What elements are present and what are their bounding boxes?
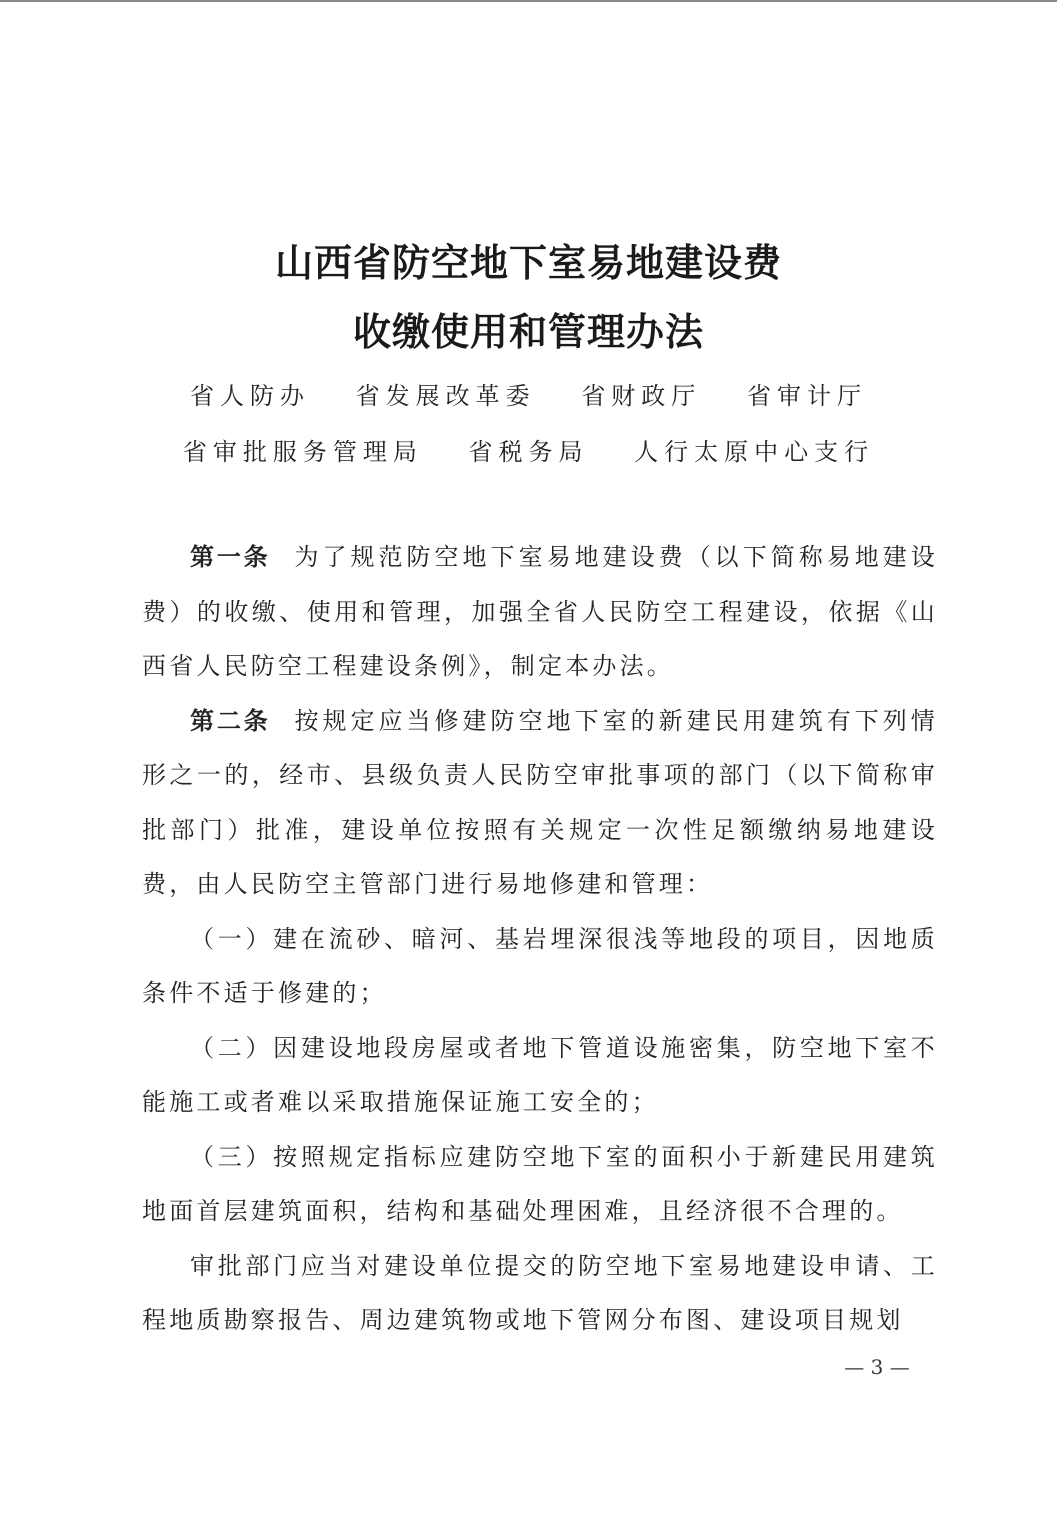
issuers-row-2 [0,432,1057,467]
document-title-line-2: 收缴使用和管理办法 [352,310,704,354]
issuer: 省税务局 [468,438,589,466]
issuer: 省人防办 [190,382,311,410]
article-label: 第一条 [190,543,271,571]
list-item: （三）按照规定指标应建防空地下室的面积小于新建民用建筑地面首层建筑面积，结构和基础处理困难，且经济很不合理的。 [142,1142,938,1225]
list-item: （一）建在流砂、暗河、基岩埋深很浅等地段的项目，因地质条件不适于修建的； [142,924,938,1007]
issuer: 省审批服务管理局 [182,438,423,466]
issuers-row-1 [0,376,1057,411]
list-item: （二）因建设地段房屋或者地下管道设施密集，防空地下室不能施工或者难以采取措施保证施工安全的； [142,1033,938,1116]
article-text: 按规定应当修建防空地下室的新建民用建筑有下列情形之一的，经市、县级负责人民防空审批事项的部门（以下简称审批部门）批准，建设单位按照有关规定一次性足额缴纳易地建设费，由人民防空主管部门进行易地修建和管理： [142,706,938,898]
article-text: 为了规范防空地下室易地建设费（以下简称易地建设费）的收缴、使用和管理，加强全省人民防空工程建设，依据《山西省人民防空工程建设条例》，制定本办法。 [142,543,938,680]
document-body [142,530,938,1348]
page-number: — 3 — [844,1355,910,1379]
issuer: 省财政厅 [581,382,702,410]
closing-paragraph: 审批部门应当对建设单位提交的防空地下室易地建设申请、工程地质勘察报告、周边建筑物或地下管网分布图、建设项目规划 [142,1251,938,1334]
article-label: 第二条 [190,706,271,735]
article-paragraph [142,530,938,694]
article-paragraph [142,694,938,912]
document-title-line-1: 山西省防空地下室易地建设费 [274,241,782,285]
issuer: 省审计厅 [746,382,867,410]
issuer: 人行太原中心支行 [634,438,875,466]
top-border-line [0,0,1057,2]
issuer: 省发展改革委 [355,382,536,410]
